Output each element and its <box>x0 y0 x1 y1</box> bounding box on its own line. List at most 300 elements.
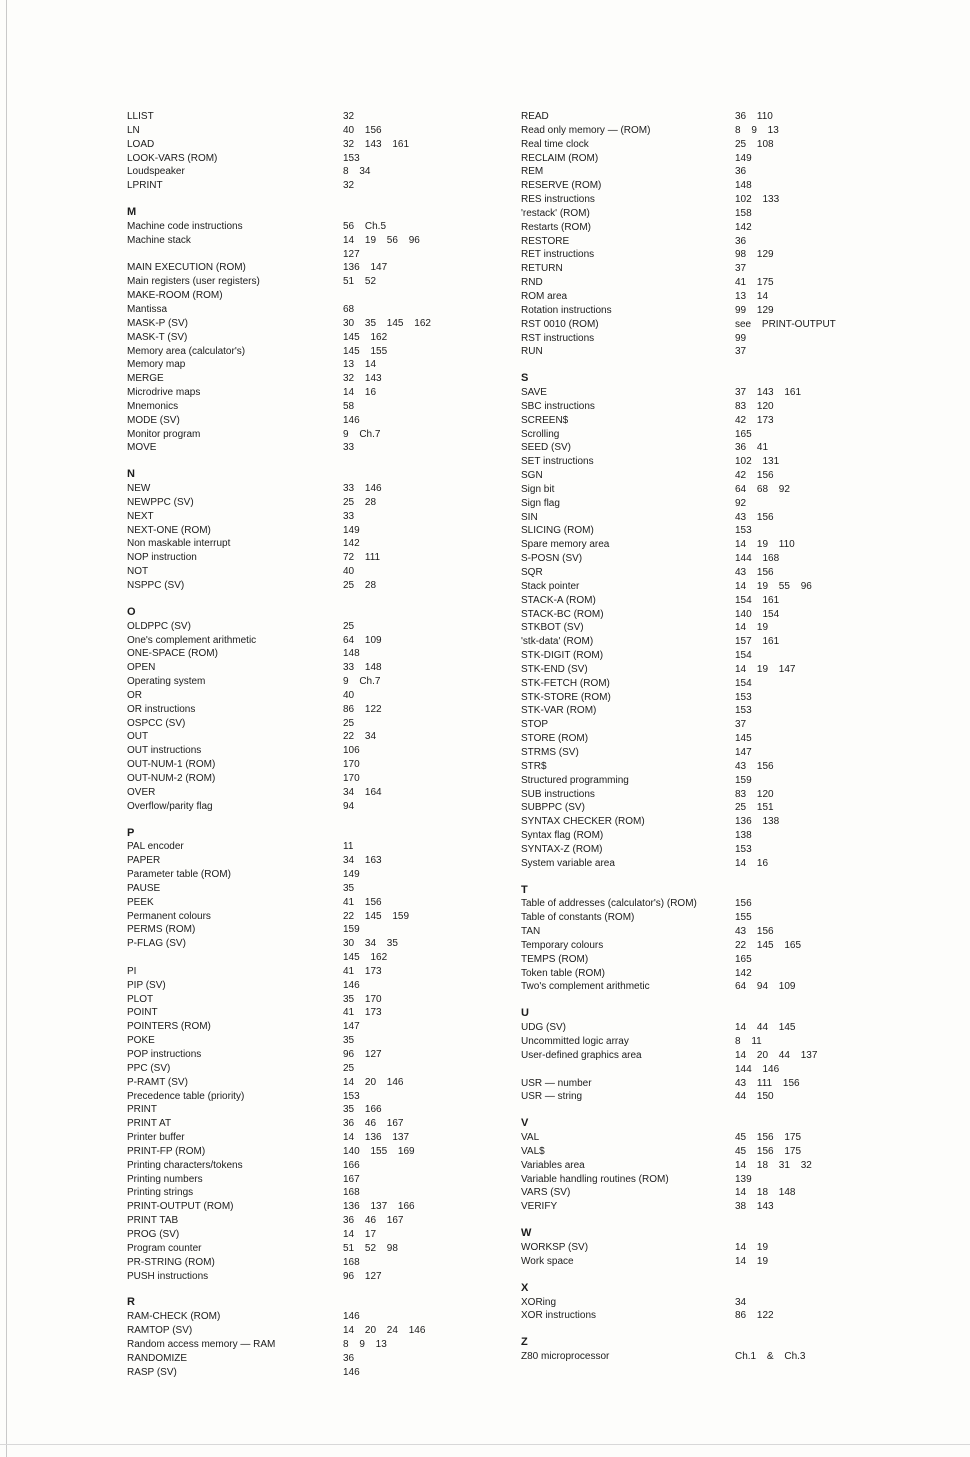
index-entry <box>521 635 966 649</box>
index-term: USR — number <box>521 1077 592 1089</box>
index-pages: 140 154 <box>735 608 780 620</box>
index-entry <box>521 276 966 290</box>
index-entry <box>127 345 567 359</box>
index-entry <box>127 1186 567 1200</box>
index-term: PERMS (ROM) <box>127 924 196 936</box>
index-pages: 140 155 169 <box>343 1145 415 1157</box>
index-entry <box>521 939 966 953</box>
index-section <box>521 1269 966 1324</box>
index-entry <box>521 843 966 857</box>
index-entry <box>127 910 567 924</box>
index-entry <box>127 1214 567 1228</box>
index-term: MASK-P (SV) <box>127 317 188 329</box>
section-letter: N <box>127 468 135 481</box>
index-term: 'stk-data' (ROM) <box>521 636 594 648</box>
index-entry <box>521 580 966 594</box>
index-pages: 14 18 31 32 <box>735 1159 812 1171</box>
index-pages: 144 168 <box>735 553 780 565</box>
index-term: Mnemonics <box>127 400 179 412</box>
index-pages: 41 156 <box>343 896 382 908</box>
index-term: REM <box>521 166 544 178</box>
index-entry <box>127 220 567 234</box>
index-entry <box>521 497 966 511</box>
index-term: NOP instruction <box>127 552 197 564</box>
index-term: P-FLAG (SV) <box>127 938 186 950</box>
index-entry <box>521 290 966 304</box>
index-entry <box>521 1077 966 1091</box>
index-term: PIP (SV) <box>127 979 166 991</box>
index-term: MAKE-ROOM (ROM) <box>127 290 223 302</box>
index-section <box>521 1104 966 1214</box>
index-pages: 64 68 92 <box>735 483 790 495</box>
index-term: PRINT-FP (ROM) <box>127 1145 206 1157</box>
index-section <box>127 455 567 593</box>
index-pages: 159 <box>735 774 752 786</box>
index-entry <box>127 758 567 772</box>
index-pages: 168 <box>343 1187 360 1199</box>
index-entry <box>521 248 966 262</box>
index-pages: 43 156 <box>735 760 774 772</box>
index-pages: 153 <box>735 843 752 855</box>
index-term: Machine stack <box>127 234 191 246</box>
index-entry <box>521 967 966 981</box>
index-entry <box>521 801 966 815</box>
index-pages: 156 <box>735 898 752 910</box>
index-pages: 145 162 <box>343 331 388 343</box>
section-letter: T <box>521 883 528 896</box>
index-entry <box>127 1324 567 1338</box>
index-term: User-defined graphics area <box>521 1049 642 1061</box>
index-term: Mantissa <box>127 303 168 315</box>
index-term: RST 0010 (ROM) <box>521 318 599 330</box>
index-entry <box>127 800 567 814</box>
index-entry <box>127 1159 567 1173</box>
index-pages: 14 16 <box>343 387 377 399</box>
index-entry <box>127 1062 567 1076</box>
index-term: S-POSN (SV) <box>521 553 583 565</box>
index-entry <box>521 718 966 732</box>
index-pages: 147 <box>735 746 752 758</box>
index-term: PROG (SV) <box>127 1228 180 1240</box>
index-pages: 14 19 147 <box>735 663 796 675</box>
index-pages: 30 34 35 <box>343 938 398 950</box>
index-pages: 33 148 <box>343 662 382 674</box>
index-pages: 37 143 161 <box>735 387 802 399</box>
index-pages: 165 <box>735 428 752 440</box>
index-entry <box>521 1255 966 1269</box>
index-entry <box>127 248 567 262</box>
index-term: Variable handling routines (ROM) <box>521 1173 669 1185</box>
index-pages: 33 <box>343 510 355 522</box>
index-term: Main registers (user registers) <box>127 276 260 288</box>
index-pages: 36 <box>343 1352 355 1364</box>
index-entry <box>127 1242 567 1256</box>
index-pages: 8 11 <box>735 1036 762 1047</box>
index-term: Overflow/parity flag <box>127 800 213 812</box>
index-pages: 14 19 <box>735 1241 769 1253</box>
index-term: NOT <box>127 566 149 578</box>
index-term: RECLAIM (ROM) <box>521 152 599 164</box>
index-entry <box>127 138 567 152</box>
index-pages: 14 20 24 146 <box>343 1325 426 1337</box>
section-letter: O <box>127 605 136 618</box>
index-entry <box>521 552 966 566</box>
index-pages: 86 122 <box>735 1310 774 1322</box>
index-term: OUT-NUM-2 (ROM) <box>127 772 216 784</box>
index-term: Read only memory — (ROM) <box>521 124 651 136</box>
index-pages: 25 28 <box>343 496 377 508</box>
index-term: Memory area (calculator's) <box>127 345 246 357</box>
index-pages: 30 35 145 162 <box>343 317 431 329</box>
index-entry <box>521 304 966 318</box>
index-pages: 9 Ch.7 <box>343 428 381 440</box>
index-term: Token table (ROM) <box>521 967 605 979</box>
index-pages: 58 <box>343 400 355 412</box>
index-term: SIN <box>521 511 538 523</box>
index-pages: 145 155 <box>343 345 388 357</box>
index-entry <box>521 221 966 235</box>
index-pages: 9 Ch.7 <box>343 676 381 688</box>
index-entry <box>521 483 966 497</box>
index-term: PEEK <box>127 896 154 908</box>
section-gap <box>521 1323 966 1336</box>
index-term: RES instructions <box>521 194 595 206</box>
section-letter: M <box>127 206 137 219</box>
index-term: OR instructions <box>127 703 196 715</box>
index-term: OUT <box>127 731 149 743</box>
index-pages: 149 <box>343 524 360 536</box>
index-term: SET instructions <box>521 456 594 468</box>
index-entry <box>127 951 567 965</box>
index-pages: 35 <box>343 1035 355 1047</box>
index-term: STK-END (SV) <box>521 663 588 675</box>
section-letter: S <box>521 372 529 385</box>
index-term: Printer buffer <box>127 1132 185 1144</box>
index-entry <box>521 332 966 346</box>
index-term: WORKSP (SV) <box>521 1241 589 1253</box>
index-entry <box>521 1200 966 1214</box>
index-term: Two's complement arithmetic <box>521 981 650 993</box>
index-entry <box>521 138 966 152</box>
index-entry <box>521 897 966 911</box>
index-term: RETURN <box>521 263 563 275</box>
index-entry <box>127 1310 567 1324</box>
index-pages: 139 <box>735 1173 752 1185</box>
index-pages: 41 173 <box>343 1007 382 1019</box>
index-entry <box>521 414 966 428</box>
index-entry <box>521 386 966 400</box>
index-pages: 37 <box>735 346 747 358</box>
index-term: Non maskable interrupt <box>127 538 231 550</box>
index-entry <box>521 925 966 939</box>
index-pages: 170 <box>343 772 360 784</box>
index-term: System variable area <box>521 857 615 869</box>
index-entry <box>521 829 966 843</box>
index-pages: 159 <box>343 924 360 936</box>
index-term: STR$ <box>521 760 547 772</box>
index-term: Machine code instructions <box>127 220 243 232</box>
index-entry <box>521 621 966 635</box>
index-entry <box>127 1173 567 1187</box>
index-term: STK-FETCH (ROM) <box>521 677 610 689</box>
index-term: MODE (SV) <box>127 414 180 426</box>
index-pages: 83 120 <box>735 788 774 800</box>
index-entry <box>521 469 966 483</box>
index-term: VARS (SV) <box>521 1187 571 1199</box>
index-pages: 35 <box>343 882 355 894</box>
index-pages: 34 163 <box>343 855 382 867</box>
index-pages: 14 19 56 96 <box>343 234 420 246</box>
index-term: Real time clock <box>521 138 589 150</box>
index-entry <box>127 979 567 993</box>
index-entry <box>521 774 966 788</box>
index-pages: 170 <box>343 759 360 771</box>
index-entry <box>127 840 567 854</box>
index-entry <box>521 400 966 414</box>
index-pages: 25 <box>343 1062 355 1074</box>
index-entry <box>521 318 966 332</box>
index-column-right <box>521 110 966 1364</box>
index-term: RANDOMIZE <box>127 1352 187 1364</box>
index-term: VERIFY <box>521 1201 558 1213</box>
index-entry <box>127 896 567 910</box>
index-term: Scrolling <box>521 428 560 440</box>
index-section <box>521 1323 966 1364</box>
index-entry <box>521 511 966 525</box>
index-term: XOR instructions <box>521 1310 597 1322</box>
index-term: OLDPPC (SV) <box>127 620 191 632</box>
index-term: Parameter table (ROM) <box>127 869 231 881</box>
index-pages: 98 129 <box>735 249 774 261</box>
index-entry <box>127 744 567 758</box>
index-pages: 146 <box>343 1311 360 1323</box>
index-entry <box>521 455 966 469</box>
index-pages: 41 175 <box>735 277 774 289</box>
index-pages: 43 156 <box>735 511 774 523</box>
index-entry <box>521 193 966 207</box>
index-term: Work space <box>521 1255 574 1267</box>
page-edge-bottom <box>0 1444 970 1445</box>
index-pages: 14 16 <box>735 857 769 869</box>
index-term: PAL encoder <box>127 841 184 853</box>
index-entry <box>521 594 966 608</box>
index-term: NEW <box>127 483 151 495</box>
index-entry <box>127 124 567 138</box>
index-pages: 148 <box>735 180 752 192</box>
index-term: Permanent colours <box>127 910 211 922</box>
index-term: Uncommitted logic array <box>521 1036 629 1047</box>
index-entry <box>127 965 567 979</box>
section-gap <box>127 193 567 206</box>
index-pages: 136 147 <box>343 262 388 274</box>
index-pages: 146 <box>343 979 360 991</box>
index-term: MAIN EXECUTION (ROM) <box>127 262 246 274</box>
section-gap <box>521 871 966 884</box>
index-pages: 153 <box>343 1090 360 1102</box>
index-term: Sign flag <box>521 497 560 509</box>
index-pages: 14 20 44 137 <box>735 1049 818 1061</box>
index-entry <box>127 1103 567 1117</box>
index-term: PRINT AT <box>127 1118 172 1130</box>
section-letter: P <box>127 826 135 839</box>
index-entry <box>521 857 966 871</box>
index-term: RST instructions <box>521 332 595 344</box>
index-pages: 25 <box>343 620 355 632</box>
index-pages: 83 120 <box>735 400 774 412</box>
index-pages: 96 127 <box>343 1049 382 1060</box>
index-pages: 42 156 <box>735 470 774 482</box>
index-pages: 136 137 166 <box>343 1201 415 1213</box>
section-letter: Z <box>521 1336 528 1349</box>
index-entry <box>127 993 567 1007</box>
index-pages: 86 122 <box>343 703 382 715</box>
index-term: PR-STRING (ROM) <box>127 1256 215 1268</box>
index-entry <box>127 1117 567 1131</box>
index-entry <box>127 482 567 496</box>
index-pages: 153 <box>343 152 360 164</box>
index-entry <box>521 788 966 802</box>
index-entry <box>127 703 567 717</box>
index-entry <box>127 551 567 565</box>
index-pages: 155 <box>735 912 752 924</box>
index-entry <box>127 331 567 345</box>
index-pages: 94 <box>343 800 355 812</box>
index-term: PUSH instructions <box>127 1270 209 1282</box>
index-entry <box>521 179 966 193</box>
index-term: SUB instructions <box>521 788 595 800</box>
index-pages: 14 19 <box>735 1255 769 1267</box>
index-entry <box>521 1296 966 1310</box>
index-pages: 145 162 <box>343 952 388 964</box>
index-term: STK-STORE (ROM) <box>521 691 611 703</box>
index-pages: 142 <box>735 221 752 233</box>
index-term: RAM-CHECK (ROM) <box>127 1311 221 1323</box>
index-term: READ <box>521 111 549 122</box>
index-entry <box>127 1200 567 1214</box>
index-section <box>127 193 570 455</box>
index-pages: 145 <box>735 733 752 745</box>
index-pages: see PRINT-OUTPUT <box>735 318 836 330</box>
index-term: 'restack' (ROM) <box>521 207 590 219</box>
index-pages: 96 127 <box>343 1270 382 1282</box>
index-pages: 158 <box>735 207 752 219</box>
section-gap <box>521 1104 966 1117</box>
index-entry <box>521 441 966 455</box>
index-term: SUBPPC (SV) <box>521 802 585 814</box>
section-letter: R <box>127 1296 135 1309</box>
index-entry <box>521 1173 966 1187</box>
index-pages: 146 <box>343 1366 360 1378</box>
index-pages: 25 151 <box>735 802 774 814</box>
index-term: POP instructions <box>127 1049 202 1060</box>
index-term: Precedence table (priority) <box>127 1090 245 1102</box>
index-pages: 136 138 <box>735 816 780 828</box>
index-pages: 157 161 <box>735 636 780 648</box>
index-pages: 68 <box>343 303 355 315</box>
index-term: STRMS (SV) <box>521 746 579 758</box>
index-entry <box>521 704 966 718</box>
index-term: Rotation instructions <box>521 304 612 316</box>
index-pages: 36 110 <box>735 111 773 122</box>
index-term: NEXT-ONE (ROM) <box>127 524 211 536</box>
index-term: P-RAMT (SV) <box>127 1076 188 1088</box>
index-pages: 138 <box>735 830 752 842</box>
index-pages: 99 <box>735 332 747 344</box>
section-gap <box>127 814 567 827</box>
index-entry <box>521 608 966 622</box>
index-pages: 34 164 <box>343 786 382 798</box>
index-entry <box>127 400 567 414</box>
index-term: RND <box>521 277 543 289</box>
index-entry <box>521 663 966 677</box>
index-term: OPEN <box>127 662 156 674</box>
index-entry <box>127 165 567 179</box>
index-entry <box>521 1241 966 1255</box>
index-pages: 51 52 <box>343 276 377 288</box>
index-pages: 144 146 <box>735 1063 780 1075</box>
index-pages: 153 <box>735 705 752 717</box>
index-entry <box>127 1145 567 1159</box>
index-pages: 154 <box>735 650 752 662</box>
index-section <box>521 871 966 995</box>
index-term: Temporary colours <box>521 939 604 951</box>
index-pages: 43 111 156 <box>735 1077 800 1089</box>
index-term: SGN <box>521 470 543 482</box>
section-gap <box>127 593 567 606</box>
index-term: STACK-A (ROM) <box>521 594 596 606</box>
index-term: POINT <box>127 1007 158 1019</box>
index-entry <box>127 1338 567 1352</box>
index-term: LPRINT <box>127 180 163 192</box>
index-term: STK-VAR (ROM) <box>521 705 597 717</box>
index-term: RASP (SV) <box>127 1366 177 1378</box>
section-gap <box>521 1214 966 1227</box>
index-entry <box>127 565 567 579</box>
index-term: Restarts (ROM) <box>521 221 591 233</box>
index-term: Stack pointer <box>521 580 580 592</box>
index-entry <box>127 428 567 442</box>
index-pages: 36 46 167 <box>343 1215 404 1227</box>
index-entry <box>127 634 567 648</box>
index-term: Z80 microprocessor <box>521 1351 610 1363</box>
index-entry <box>521 760 966 774</box>
index-pages: 22 145 159 <box>343 910 410 922</box>
index-term: OSPCC (SV) <box>127 717 186 729</box>
page-edge-left <box>6 0 7 1457</box>
index-entry <box>127 524 567 538</box>
index-term: POKE <box>127 1035 155 1047</box>
index-pages: 36 <box>735 166 747 178</box>
index-entry <box>521 1131 966 1145</box>
index-term: PAPER <box>127 855 161 867</box>
index-pages: 14 20 146 <box>343 1076 404 1088</box>
index-pages: 43 156 <box>735 567 774 578</box>
index-pages: 64 109 <box>343 634 382 646</box>
index-term: SBC instructions <box>521 400 595 412</box>
index-section <box>521 110 966 359</box>
index-entry <box>521 1035 966 1049</box>
index-pages: 14 19 110 <box>735 539 795 551</box>
index-pages: 167 <box>343 1173 360 1185</box>
index-entry <box>521 1063 966 1077</box>
index-entry <box>521 1145 966 1159</box>
index-term: TAN <box>521 926 541 938</box>
index-entry <box>127 579 567 593</box>
index-entry <box>127 386 567 400</box>
index-entry <box>127 1352 567 1366</box>
index-term: STACK-BC (ROM) <box>521 608 604 620</box>
index-entry <box>521 524 966 538</box>
